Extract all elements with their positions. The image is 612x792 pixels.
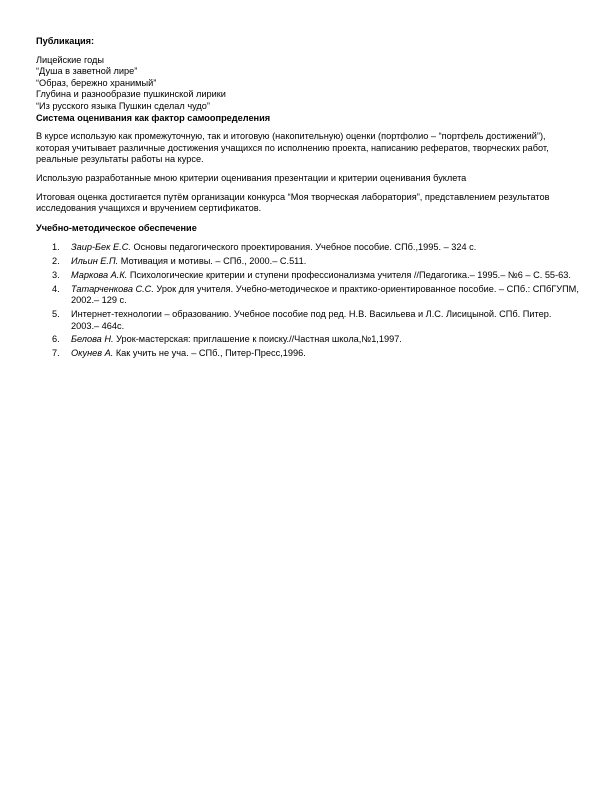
reference-item bbox=[36, 242, 581, 254]
reference-text: Основы педагогического проектирования. Учебное пособие. СПб.,1995. – 324 с. bbox=[130, 242, 477, 253]
assessment-paragraph: Итоговая оценка достигается путём организации конкурса “Моя творческая лаборатория”, представлением результатов исследования учащихся и вручением сертификатов. bbox=[36, 191, 550, 214]
reference-item bbox=[36, 334, 581, 346]
reference-author: Окунев А. bbox=[71, 348, 114, 359]
reference-author: Ильин Е.П. bbox=[71, 256, 119, 267]
reference-number: 2. bbox=[52, 256, 60, 267]
reference-list bbox=[36, 242, 581, 359]
reference-number: 3. bbox=[52, 269, 60, 280]
assessment-heading: Система оценивания как фактор самоопределения bbox=[36, 112, 271, 123]
publication-item: Глубина и разнообразие пушкинской лирики bbox=[36, 89, 226, 100]
reference-item bbox=[36, 256, 581, 268]
assessment-paragraph: В курсе использую как промежуточную, так и итоговую (накопительную) оценки (портфолио – “портфель достижений”), которая учитывает различные достижения учащихся по исполнению проекта, написанию рефератов, творческих работ, реальные результаты работы на курсе. bbox=[36, 131, 549, 165]
publication-heading: Публикация: bbox=[36, 36, 95, 46]
reference-item bbox=[36, 284, 581, 307]
reference-author: Маркова А.К. bbox=[71, 269, 128, 280]
publication-item: Лицейские годы bbox=[36, 54, 104, 65]
publication-item: “Из русского языка Пушкин сделал чудо” bbox=[36, 100, 210, 111]
document-page bbox=[36, 36, 581, 362]
reference-text: Мотивация и мотивы. – СПб., 2000.– С.511. bbox=[118, 256, 307, 267]
reference-text: Урок для учителя. Учебно-методическое и практико-ориентированное пособие. – СПб.: СПбГУПМ, 2002.– 129 с. bbox=[71, 283, 579, 306]
reference-author: Заир-Бек Е.С. bbox=[71, 242, 131, 253]
reference-text: Урок-мастерская: приглашение к поиску.//Частная школа,№1,1997. bbox=[113, 334, 402, 345]
reference-text: Интернет-технологии – образованию. Учебное пособие под ред. Н.В. Васильева и Л.С. Лисицыной. СПб. Питер. 2003.– 464с. bbox=[71, 309, 552, 331]
assessment-paragraph: Использую разработанные мною критерии оценивания презентации и критерии оценивания буклета bbox=[36, 172, 467, 183]
reference-number: 7. bbox=[52, 348, 60, 359]
reference-author: Татарченкова С.С. bbox=[71, 283, 154, 294]
methodology-heading: Учебно-методическое обеспечение bbox=[36, 222, 197, 233]
reference-number: 4. bbox=[52, 283, 60, 294]
reference-text: Как учить не уча. – СПб., Питер-Пресс,1996. bbox=[113, 348, 306, 359]
reference-item bbox=[36, 348, 581, 360]
publication-list bbox=[36, 55, 581, 113]
reference-number: 1. bbox=[52, 242, 60, 253]
reference-author: Белова Н. bbox=[71, 334, 114, 345]
reference-number: 6. bbox=[52, 334, 60, 345]
reference-item bbox=[36, 270, 581, 282]
publication-item: “Образ, бережно хранимый” bbox=[36, 77, 157, 88]
reference-item bbox=[36, 309, 581, 332]
publication-item: “Душа в заветной лире” bbox=[36, 66, 138, 77]
reference-text: Психологические критерии и ступени профессионализма учителя //Педагогика.– 1995.– №6 – С. 55-63. bbox=[127, 269, 571, 280]
reference-number: 5. bbox=[52, 309, 60, 320]
